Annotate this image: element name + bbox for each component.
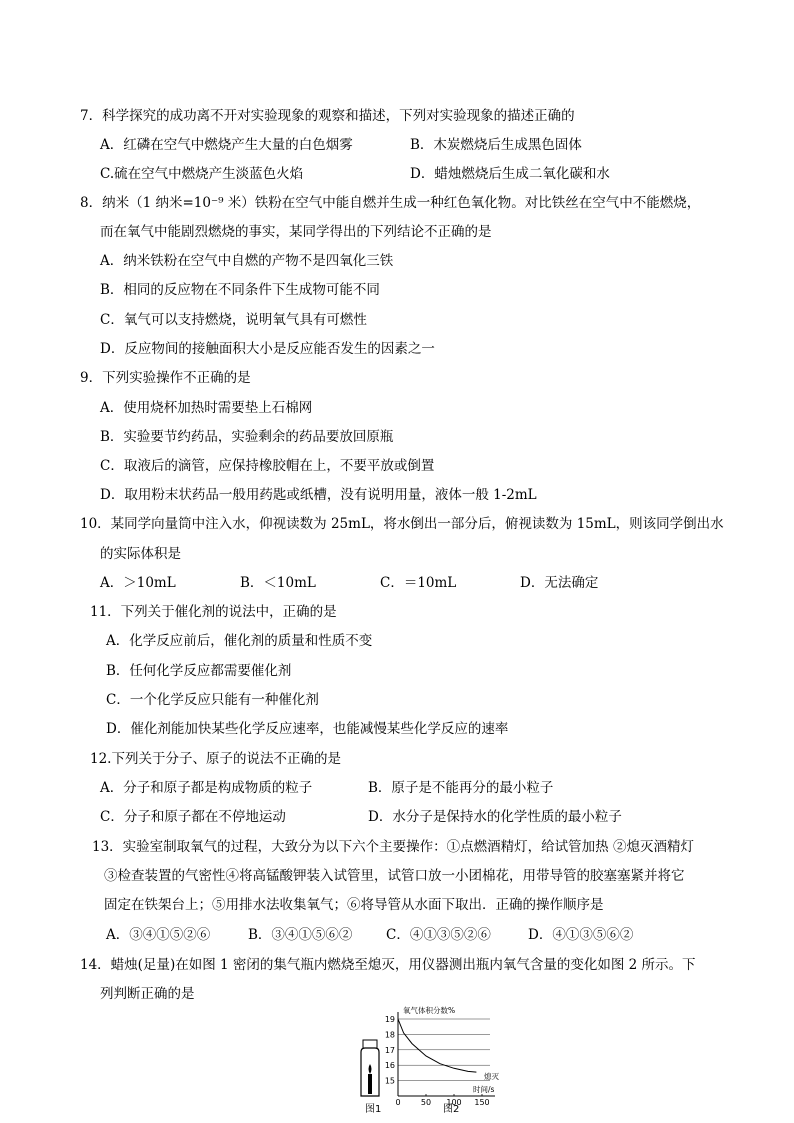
q7-stem: 7．科学探究的成功离不开对实验现象的观察和描述，下列对实验现象的描述正确的	[80, 108, 575, 124]
q13-stem-line3: 固定在铁架台上；⑤用排水法收集氧气；⑥将导管从水面下取出．正确的操作顺序是	[104, 897, 604, 913]
q12-option-b: B．原子是不能再分的最小粒子	[368, 780, 554, 796]
q10-option-d: D．无法确定	[520, 575, 599, 591]
q11-option-b: B．任何化学反应都需要催化剂	[106, 663, 292, 679]
jar-neck	[363, 1040, 377, 1048]
flame-icon	[369, 1064, 372, 1074]
q7-option-a: A．红磷在空气中燃烧产生大量的白色烟雾	[100, 137, 353, 153]
q8-option-d: D．反应物间的接触面积大小是反应能否发生的因素之一	[100, 341, 435, 357]
q7-option-b: B．木炭燃烧后生成黑色固体	[410, 137, 582, 153]
y-tick-label-18: 18	[384, 1030, 395, 1040]
candle	[368, 1074, 372, 1094]
q14-stem-line2: 列判断正确的是	[100, 986, 195, 1002]
fig1-caption: 图1	[365, 1104, 382, 1115]
q13-option-c: C．④①③⑤②⑥	[386, 927, 491, 943]
q14-stem-line1: 14．蜡烛(足量)在如图 1 密闭的集气瓶内燃烧至熄灭，用仪器测出瓶内氧气含量的变化如图 2 所示。下	[80, 957, 696, 973]
q8-option-b: B．相同的反应物在不同条件下生成物可能不同	[100, 282, 380, 298]
q10-option-b: B．＜10mL	[240, 575, 316, 591]
q10-option-a: A．＞10mL	[100, 575, 176, 591]
q10-stem-line1: 10．某同学向量筒中注入水，仰视读数为 25mL，将水倒出一部分后，俯视读数为 15mL，则该同学倒出水	[80, 516, 724, 532]
q7-option-d: D．蜡烛燃烧后生成二氧化碳和水	[410, 166, 610, 182]
q10-stem-line2: 的实际体积是	[100, 546, 181, 562]
q11-option-a: A．化学反应前后，催化剂的质量和性质不变	[106, 633, 373, 649]
y-tick-label-15: 15	[384, 1076, 395, 1086]
q11-option-c: C．一个化学反应只能有一种催化剂	[106, 692, 319, 708]
series-line-0	[398, 1019, 476, 1072]
q12-stem: 12.下列关于分子、原子的说法不正确的是	[90, 751, 341, 767]
x-tick-label-150: 150	[474, 1098, 490, 1107]
x-axis-label: 时间/s	[473, 1085, 495, 1094]
q9-option-d: D．取用粉末状药品一般用药匙或纸槽，没有说明用量，液体一般 1-2mL	[100, 487, 537, 503]
q13-stem-line1: 13．实验室制取氧气的过程，大致分为以下六个主要操作：①点燃酒精灯，给试管加热 ②熄灭酒精灯	[92, 839, 694, 855]
q14-figures	[355, 1004, 515, 1120]
q8-option-c: C．氧气可以支持燃烧，说明氧气具有可燃性	[100, 312, 367, 328]
y-tick-label-16: 16	[384, 1061, 395, 1071]
q13-option-b: B．③④①⑤⑥②	[248, 927, 353, 943]
q8-stem-line2: 而在氧气中能剧烈燃烧的事实，某同学得出的下列结论不正确的是	[100, 224, 492, 240]
x-tick-label-0: 0	[395, 1098, 401, 1107]
y-axis-label: 氧气体积分数%	[403, 1006, 456, 1015]
y-tick-label-17: 17	[384, 1045, 395, 1055]
x-tick-label-50: 50	[420, 1098, 432, 1107]
q9-option-b: B．实验要节约药品，实验剩余的药品要放回原瓶	[100, 429, 394, 445]
extinguish-annotation: 熄灭	[484, 1072, 499, 1081]
y-tick-label-19: 19	[384, 1015, 395, 1024]
q13-stem-line2: ③检查装置的气密性④将高锰酸钾装入试管里，试管口放一小团棉花，用带导管的胶塞塞紧并将它	[104, 868, 685, 884]
q10-option-c: C．＝10mL	[380, 575, 457, 591]
jar-illustration	[361, 1040, 379, 1096]
q8-stem-line1: 8．纳米（1 纳米=10⁻⁹ 米）铁粉在空气中能自燃并生成一种红色氧化物。对比铁丝在空气中不能燃烧，	[80, 195, 701, 211]
q9-option-a: A．使用烧杯加热时需要垫上石棉网	[100, 400, 313, 416]
q9-option-c: C．取液后的滴管，应保持橡胶帽在上，不要平放或倒置	[100, 458, 435, 474]
q8-option-a: A．纳米铁粉在空气中自燃的产物不是四氧化三铁	[100, 253, 394, 269]
fig2-caption: 图2	[443, 1104, 460, 1115]
q7-option-c: C.硫在空气中燃烧产生淡蓝色火焰	[100, 166, 304, 182]
q12-option-a: A．分子和原子都是构成物质的粒子	[100, 780, 313, 796]
q13-option-d: D．④①③⑤⑥②	[528, 927, 634, 943]
q9-stem: 9．下列实验操作不正确的是	[80, 370, 251, 386]
q11-option-d: D．催化剂能加快某些化学反应速率，也能减慢某些化学反应的速率	[106, 721, 509, 737]
q11-stem: 11．下列关于催化剂的说法中，正确的是	[90, 604, 337, 620]
oxygen-chart	[385, 1005, 500, 1107]
q13-option-a: A．③④①⑤②⑥	[106, 927, 211, 943]
x-tick-label-100: 100	[446, 1098, 462, 1107]
q12-option-c: C．分子和原子都在不停地运动	[100, 809, 286, 825]
q12-option-d: D．水分子是保持水的化学性质的最小粒子	[368, 809, 622, 825]
